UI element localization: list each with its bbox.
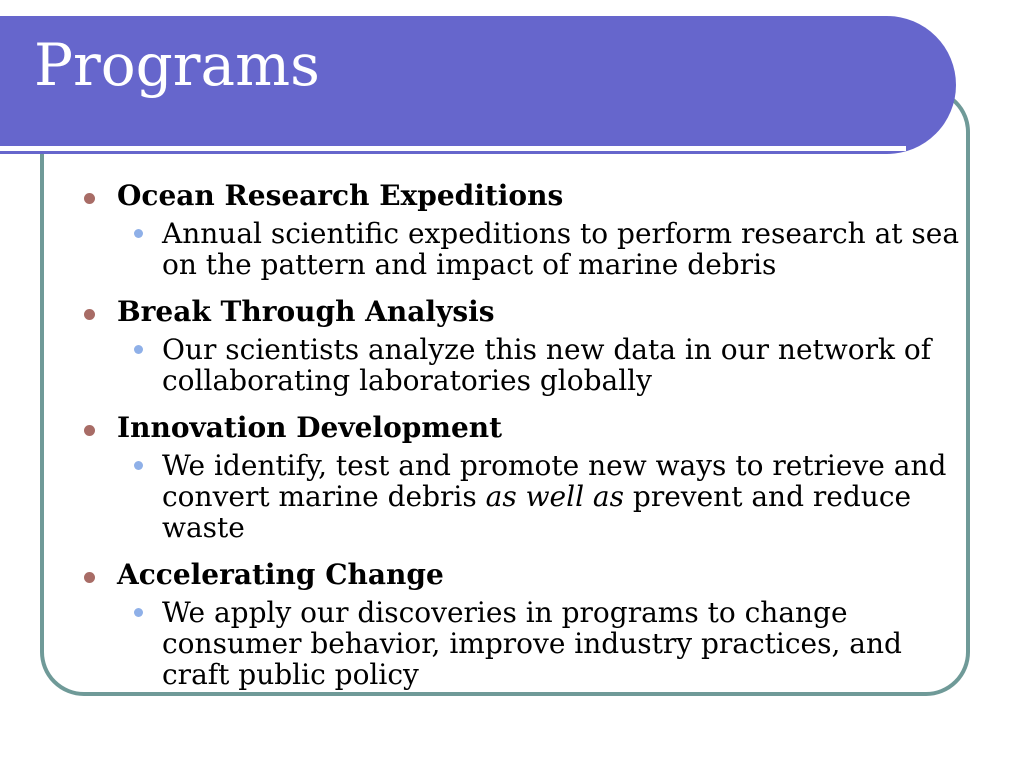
title-underline	[0, 146, 906, 151]
bullet-level1-icon	[84, 572, 95, 583]
program-heading	[80, 294, 960, 330]
bullet-level1-icon	[84, 309, 95, 320]
bullet-level1-icon	[84, 193, 95, 204]
program-detail-text-part2: prevent and reduce waste	[162, 480, 912, 544]
program-detail	[80, 334, 960, 396]
program-detail	[80, 450, 960, 543]
program-item-innovation	[80, 410, 960, 543]
bullet-level2-icon	[134, 461, 143, 470]
bullet-level2-icon	[134, 345, 143, 354]
program-heading	[80, 557, 960, 593]
program-heading-text: Break Through Analysis	[117, 295, 495, 328]
program-detail-text: Annual scientific expeditions to perform research at sea on the pattern and impact of marine debris	[162, 217, 960, 281]
program-heading-text: Ocean Research Expeditions	[117, 179, 564, 212]
program-detail-emphasis: as well as	[485, 480, 624, 513]
program-detail-text-part1: We identify, test and promote new ways to retrieve and convert marine debris	[162, 449, 947, 513]
program-heading-text: Accelerating Change	[117, 558, 444, 591]
program-heading	[80, 410, 960, 446]
program-detail-text: We apply our discoveries in programs to change consumer behavior, improve industry practices, and craft public policy	[162, 596, 902, 691]
program-detail	[80, 218, 960, 280]
bullet-level2-icon	[134, 608, 143, 617]
bullet-level1-icon	[84, 425, 95, 436]
program-heading	[80, 178, 960, 214]
slide-title: Programs	[34, 31, 320, 99]
program-item-analysis	[80, 294, 960, 396]
program-heading-text: Innovation Development	[117, 411, 503, 444]
program-list	[80, 178, 960, 704]
program-detail-text: Our scientists analyze this new data in our network of collaborating laboratories globally	[162, 333, 932, 397]
program-item-ocean-research	[80, 178, 960, 280]
bullet-level2-icon	[134, 229, 143, 238]
program-detail	[80, 597, 960, 690]
program-item-accelerating	[80, 557, 960, 690]
